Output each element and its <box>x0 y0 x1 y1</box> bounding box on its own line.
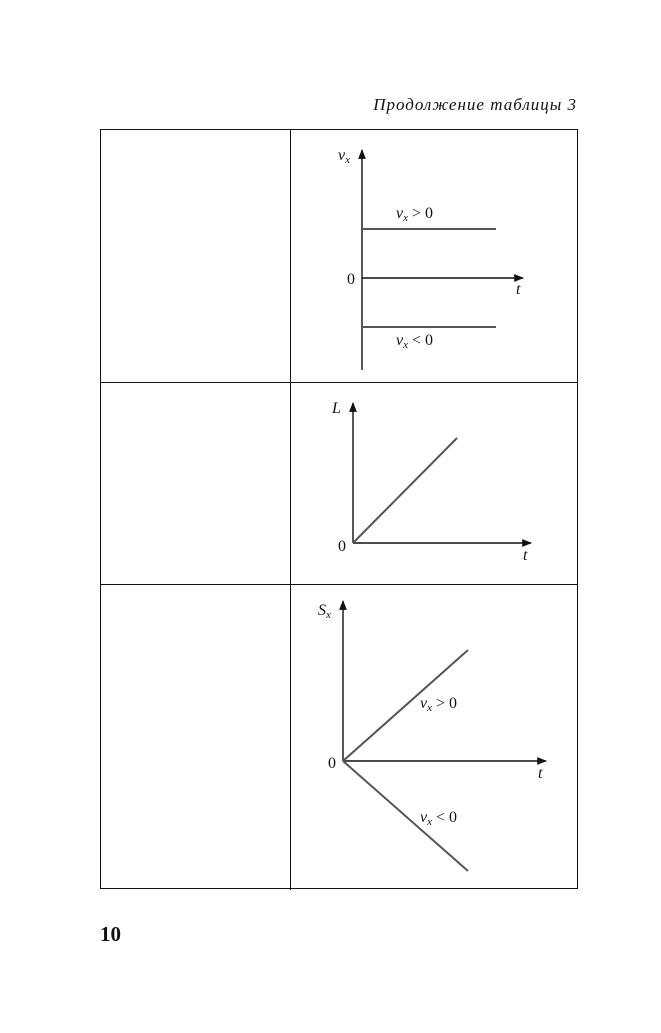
lower-line-label: vx < 0 <box>396 332 434 351</box>
description-cell-empty <box>101 585 291 890</box>
displacement-graph <box>291 585 579 890</box>
upper-line-label: vx > 0 <box>396 205 434 224</box>
y-axis-label: Sx <box>318 602 331 621</box>
page-number: 10 <box>100 922 121 946</box>
origin-label: 0 <box>338 538 346 555</box>
origin-label: 0 <box>347 271 355 288</box>
velocity-graph <box>291 130 579 383</box>
description-cell-empty <box>101 130 291 382</box>
table-row-velocity <box>101 130 577 383</box>
graph-cell <box>291 130 579 382</box>
upper-line-label: vx > 0 <box>420 695 458 714</box>
x-axis-label: t <box>523 547 528 564</box>
y-axis-label: L <box>332 400 341 417</box>
path-graph <box>291 383 579 585</box>
table-row-displacement <box>101 585 577 890</box>
origin-label: 0 <box>328 755 336 772</box>
description-cell-empty <box>101 383 291 584</box>
y-axis-label: vx <box>338 147 350 166</box>
continuation-label: Продолжение таблицы 3 <box>373 95 577 114</box>
graph-cell <box>291 585 579 890</box>
physics-table <box>100 129 578 889</box>
lower-line-label: vx < 0 <box>420 809 458 828</box>
x-axis-label: t <box>538 765 543 782</box>
x-axis-label: t <box>516 281 521 298</box>
path-line <box>353 438 457 543</box>
table-row-path <box>101 383 577 585</box>
graph-cell <box>291 383 579 584</box>
